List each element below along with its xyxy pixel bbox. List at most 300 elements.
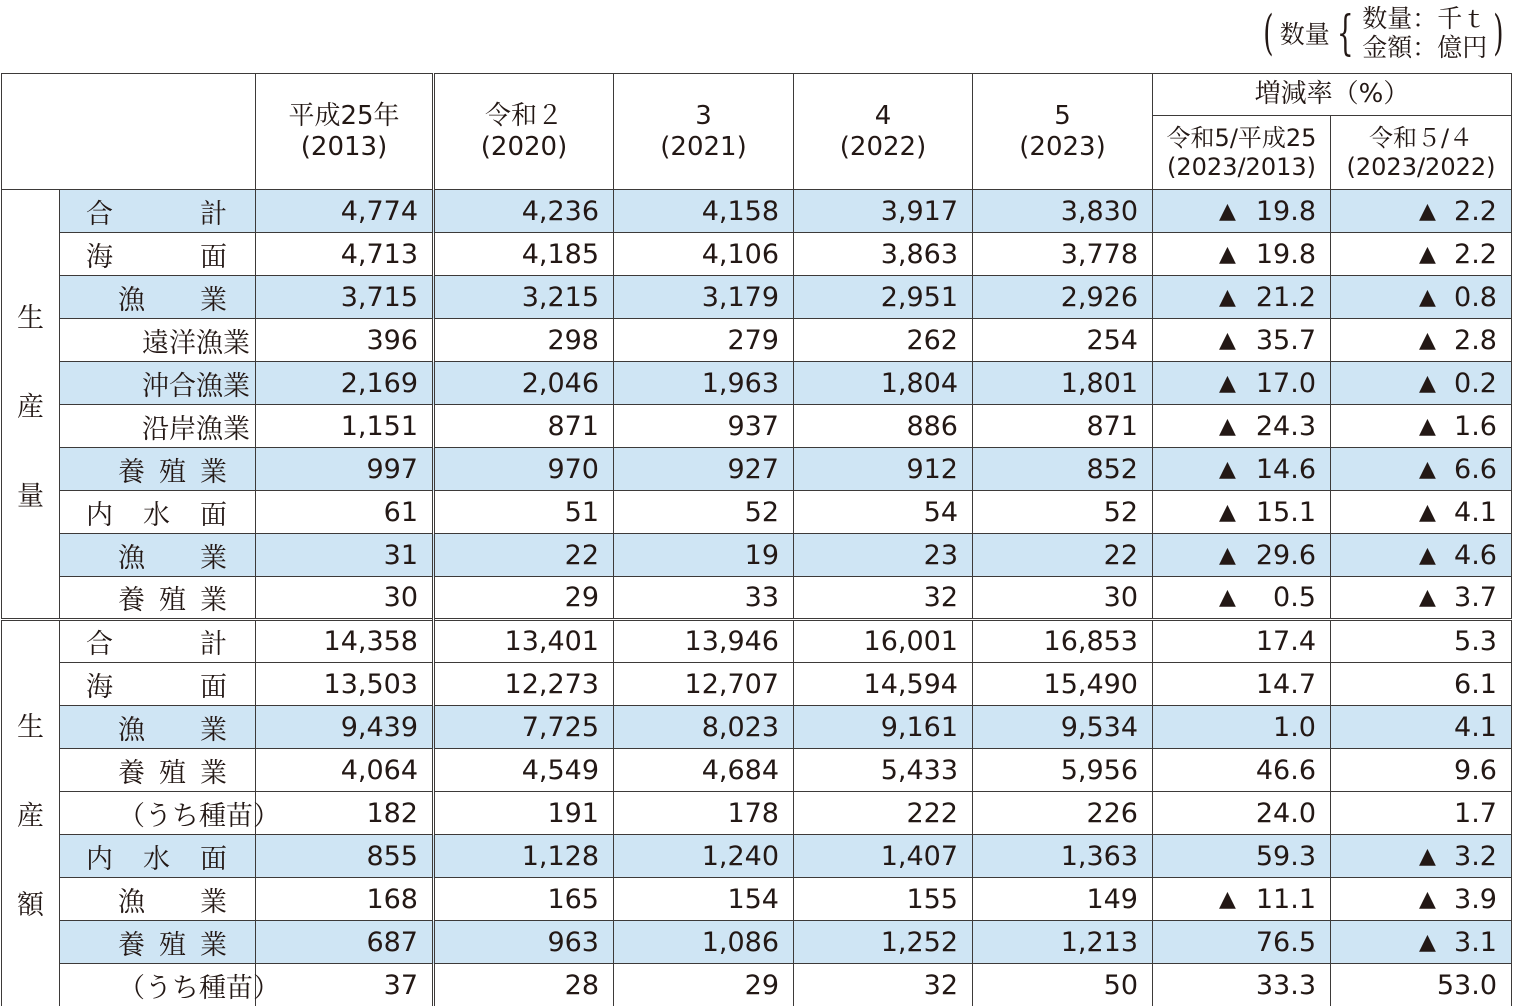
negative-triangle-icon: ▲ <box>1419 413 1436 439</box>
row-label-part: 殖 <box>159 757 186 789</box>
negative-triangle-icon: ▲ <box>1419 370 1436 396</box>
group-char: 額 <box>17 890 44 921</box>
unit-note-main: 数量 <box>1279 20 1330 49</box>
group-char: 量 <box>17 480 44 512</box>
cell-change <box>1153 577 1331 620</box>
row-label <box>60 878 256 921</box>
cell-value: 4,106 <box>614 233 794 276</box>
change-number: 2.2 <box>1454 195 1497 227</box>
group-vertical-text <box>16 296 45 513</box>
cell-change <box>1331 835 1512 878</box>
change-number: 4.6 <box>1454 539 1497 571</box>
row-label <box>60 577 256 620</box>
row-label <box>60 921 256 964</box>
row-label-part: 合 <box>86 629 113 660</box>
cell-change <box>1331 577 1512 620</box>
cell-value: 168 <box>256 878 434 921</box>
cell-change: 17.4 <box>1153 620 1331 663</box>
change-value <box>1167 582 1316 613</box>
change-value <box>1345 884 1497 915</box>
table-row <box>2 878 1512 921</box>
cell-change <box>1331 448 1512 491</box>
row-label <box>60 964 280 1006</box>
row-label-part: 業 <box>200 929 227 961</box>
row-label-part: （うち種苗） <box>118 800 280 832</box>
change-number: 19.8 <box>1255 238 1316 270</box>
change-number: 0.8 <box>1454 281 1497 313</box>
row-label-text <box>74 878 241 920</box>
cell-value: 4,549 <box>434 749 614 792</box>
group-label-volume <box>2 190 60 620</box>
cell-value: 7,725 <box>434 706 614 749</box>
change-number: 14.6 <box>1255 453 1316 485</box>
negative-triangle-icon: ▲ <box>1219 499 1236 525</box>
change-value <box>1345 239 1497 270</box>
row-label-text <box>74 577 241 618</box>
cell-change: 59.3 <box>1153 835 1331 878</box>
header-change-rate: 増減率（%） <box>1153 74 1512 116</box>
cell-value: 5,956 <box>973 749 1153 792</box>
cell-change <box>1153 878 1331 921</box>
change-number: 2.8 <box>1454 324 1497 356</box>
change-number: 35.7 <box>1255 324 1316 356</box>
negative-triangle-icon: ▲ <box>1419 241 1436 267</box>
row-label-part: 養 <box>118 929 145 961</box>
cell-value: 23 <box>794 534 973 577</box>
cell-change <box>1153 448 1331 491</box>
change-value <box>1167 411 1316 442</box>
negative-triangle-icon: ▲ <box>1419 327 1436 353</box>
row-label <box>60 362 256 405</box>
cell-value: 37 <box>256 964 434 1006</box>
cell-value: 30 <box>973 577 1153 620</box>
row-label-text <box>74 405 250 447</box>
cell-change <box>1331 491 1512 534</box>
change-number: 21.2 <box>1255 281 1316 313</box>
cell-value: 4,684 <box>614 749 794 792</box>
negative-triangle-icon: ▲ <box>1419 843 1436 869</box>
cell-value: 12,273 <box>434 663 614 706</box>
left-curly-brace: { <box>1336 5 1354 61</box>
header-year: (2021) <box>660 131 747 162</box>
group-label-value <box>2 620 60 1006</box>
cell-value: 22 <box>973 534 1153 577</box>
group-char: 産 <box>17 801 44 832</box>
header-era: 5 <box>1054 100 1071 131</box>
row-label-part: 水 <box>143 499 170 531</box>
row-label-part: 合 <box>86 198 113 230</box>
unit-note <box>1259 4 1508 62</box>
row-label-text <box>74 319 250 361</box>
row-label-part: 沖合漁業 <box>142 370 250 402</box>
negative-triangle-icon: ▲ <box>1219 284 1236 310</box>
group-char: 生 <box>17 712 44 743</box>
cell-value: 13,503 <box>256 663 434 706</box>
change-number: 3.2 <box>1454 840 1497 872</box>
row-label-text <box>74 190 241 232</box>
table-row <box>2 362 1512 405</box>
cell-change <box>1153 319 1331 362</box>
negative-triangle-icon: ▲ <box>1419 585 1436 610</box>
cell-value: 32 <box>794 577 973 620</box>
table-row <box>2 405 1512 448</box>
cell-change <box>1331 534 1512 577</box>
row-label-part: 養 <box>118 585 145 616</box>
cell-value: 1,128 <box>434 835 614 878</box>
change-number: 3.1 <box>1454 926 1497 958</box>
cell-value: 279 <box>614 319 794 362</box>
row-label-part: 殖 <box>159 929 186 961</box>
cell-value: 254 <box>973 319 1153 362</box>
change-number: 15.1 <box>1255 496 1316 528</box>
cell-value: 15,490 <box>973 663 1153 706</box>
cell-value: 3,179 <box>614 276 794 319</box>
change-number: 17.0 <box>1255 367 1316 399</box>
negative-triangle-icon: ▲ <box>1219 413 1236 439</box>
row-label-text <box>74 749 241 791</box>
cell-change: 53.0 <box>1331 964 1512 1006</box>
header-year-2020 <box>434 74 614 190</box>
change-number: 4.1 <box>1454 496 1497 528</box>
cell-value: 178 <box>614 792 794 835</box>
header-year: (2013) <box>300 131 388 162</box>
cell-value: 16,853 <box>973 620 1153 663</box>
cell-change <box>1331 362 1512 405</box>
row-label-part: 遠洋漁業 <box>142 327 250 359</box>
cell-change: 4.1 <box>1331 706 1512 749</box>
header-era: 4 <box>874 100 892 131</box>
cell-value: 222 <box>794 792 973 835</box>
row-label-text <box>74 792 280 834</box>
cell-value: 3,215 <box>434 276 614 319</box>
table-row <box>2 921 1512 964</box>
table-row <box>2 491 1512 534</box>
negative-triangle-icon: ▲ <box>1219 241 1236 267</box>
cell-value: 14,594 <box>794 663 973 706</box>
negative-triangle-icon: ▲ <box>1219 886 1236 912</box>
row-label-text <box>74 491 241 533</box>
row-label-part: 業 <box>200 714 227 746</box>
header-change-years: (2023/2022) <box>1346 152 1496 181</box>
change-value <box>1167 884 1316 915</box>
table-row <box>2 663 1512 706</box>
cell-change <box>1153 534 1331 577</box>
row-label-part: 沿岸漁業 <box>142 413 250 445</box>
cell-value: 687 <box>256 921 434 964</box>
negative-triangle-icon: ▲ <box>1419 456 1436 482</box>
change-number: 3.9 <box>1454 883 1497 915</box>
cell-value: 19 <box>614 534 794 577</box>
row-label-part: 面 <box>200 241 227 273</box>
cell-change <box>1331 233 1512 276</box>
cell-value: 149 <box>973 878 1153 921</box>
row-label-text <box>74 964 280 1006</box>
row-label <box>60 792 280 835</box>
negative-triangle-icon: ▲ <box>1219 542 1236 568</box>
change-value <box>1167 282 1316 313</box>
cell-change: 33.3 <box>1153 964 1331 1006</box>
cell-value: 970 <box>434 448 614 491</box>
negative-triangle-icon: ▲ <box>1419 198 1436 224</box>
row-label-part: 業 <box>200 456 227 488</box>
row-label <box>60 491 256 534</box>
row-label-part: 業 <box>200 542 227 574</box>
header-year-2021 <box>614 74 794 190</box>
table-row <box>2 534 1512 577</box>
row-label <box>60 319 256 362</box>
cell-value: 30 <box>256 577 434 620</box>
row-label-part: 養 <box>118 757 145 789</box>
table-row <box>2 964 1512 1006</box>
cell-value: 182 <box>256 792 434 835</box>
cell-value: 4,774 <box>256 190 434 233</box>
cell-value: 29 <box>614 964 794 1006</box>
change-value <box>1167 239 1316 270</box>
cell-value: 226 <box>973 792 1153 835</box>
change-number: 2.2 <box>1454 238 1497 270</box>
row-label-text <box>74 233 241 275</box>
row-label-part: 海 <box>86 671 113 703</box>
change-value <box>1345 454 1497 485</box>
cell-value: 14,358 <box>256 620 434 663</box>
row-label-part: 業 <box>200 757 227 789</box>
negative-triangle-icon: ▲ <box>1219 370 1236 396</box>
cell-change: 46.6 <box>1153 749 1331 792</box>
row-label <box>60 190 256 233</box>
unit-note-lines <box>1362 4 1487 62</box>
cell-value: 2,926 <box>973 276 1153 319</box>
cell-value: 298 <box>434 319 614 362</box>
left-brace: ( <box>1263 5 1274 61</box>
cell-value: 997 <box>256 448 434 491</box>
change-number: 11.1 <box>1255 883 1316 915</box>
header-change-label: 令和5/平成25 <box>1166 123 1317 152</box>
change-value <box>1345 196 1497 227</box>
table-row <box>2 276 1512 319</box>
change-number: 6.6 <box>1454 453 1497 485</box>
cell-change <box>1331 276 1512 319</box>
change-value <box>1167 325 1316 356</box>
unit-amount: 金額：億円 <box>1362 33 1488 62</box>
cell-value: 1,407 <box>794 835 973 878</box>
cell-value: 32 <box>794 964 973 1006</box>
cell-value: 13,946 <box>614 620 794 663</box>
cell-change: 24.0 <box>1153 792 1331 835</box>
table-row <box>2 620 1512 663</box>
row-label-part: 計 <box>200 629 227 660</box>
cell-change <box>1331 319 1512 362</box>
row-label-part: 漁 <box>118 284 145 316</box>
negative-triangle-icon: ▲ <box>1419 542 1436 568</box>
cell-value: 9,161 <box>794 706 973 749</box>
cell-value: 1,804 <box>794 362 973 405</box>
cell-value: 33 <box>614 577 794 620</box>
group-char: 産 <box>17 391 44 423</box>
change-number: 24.3 <box>1255 410 1316 442</box>
cell-change: 5.3 <box>1331 620 1512 663</box>
header-year-2013 <box>256 74 434 190</box>
cell-value: 52 <box>614 491 794 534</box>
cell-value: 191 <box>434 792 614 835</box>
cell-change <box>1153 491 1331 534</box>
change-value <box>1345 368 1497 399</box>
cell-value: 871 <box>434 405 614 448</box>
cell-value: 52 <box>973 491 1153 534</box>
cell-value: 1,240 <box>614 835 794 878</box>
row-label-part: 業 <box>200 284 227 316</box>
cell-change: 14.7 <box>1153 663 1331 706</box>
table-row <box>2 233 1512 276</box>
cell-value: 4,236 <box>434 190 614 233</box>
table-row <box>2 190 1512 233</box>
cell-value: 852 <box>973 448 1153 491</box>
row-label-text <box>74 921 241 963</box>
row-label-text <box>74 663 241 705</box>
cell-change <box>1153 190 1331 233</box>
cell-value: 1,963 <box>614 362 794 405</box>
cell-value: 1,252 <box>794 921 973 964</box>
change-number: 29.6 <box>1255 539 1316 571</box>
cell-change <box>1153 233 1331 276</box>
cell-value: 3,830 <box>973 190 1153 233</box>
negative-triangle-icon: ▲ <box>1419 284 1436 310</box>
cell-value: 1,151 <box>256 405 434 448</box>
cell-value: 1,801 <box>973 362 1153 405</box>
cell-value: 22 <box>434 534 614 577</box>
group-char: 生 <box>17 302 44 334</box>
cell-value: 262 <box>794 319 973 362</box>
cell-value: 4,185 <box>434 233 614 276</box>
change-number: 1.6 <box>1454 410 1497 442</box>
table-row <box>2 835 1512 878</box>
header-change-2023-2022 <box>1331 116 1512 190</box>
fisheries-table <box>1 73 1512 1006</box>
row-label-text <box>74 835 241 877</box>
row-label <box>60 620 256 663</box>
cell-change: 9.6 <box>1331 749 1512 792</box>
table-row <box>2 706 1512 749</box>
row-label-part: 面 <box>200 499 227 531</box>
change-value <box>1167 196 1316 227</box>
group-vertical-text <box>16 705 45 922</box>
cell-change: 1.0 <box>1153 706 1331 749</box>
table-row <box>2 792 1512 835</box>
negative-triangle-icon: ▲ <box>1419 499 1436 525</box>
cell-value: 61 <box>256 491 434 534</box>
change-value <box>1345 325 1497 356</box>
corner-header <box>2 74 256 190</box>
negative-triangle-icon: ▲ <box>1219 198 1236 224</box>
table-row <box>2 749 1512 792</box>
negative-triangle-icon: ▲ <box>1219 585 1236 610</box>
row-label-part: 海 <box>86 241 113 273</box>
row-label <box>60 663 256 706</box>
negative-triangle-icon: ▲ <box>1419 886 1436 912</box>
change-number: 19.8 <box>1255 195 1316 227</box>
change-value <box>1167 368 1316 399</box>
row-label-text <box>74 621 241 662</box>
row-label-part: 漁 <box>118 542 145 574</box>
row-label-part: 内 <box>86 499 113 531</box>
change-number: 0.2 <box>1454 367 1497 399</box>
cell-value: 13,401 <box>434 620 614 663</box>
cell-value: 927 <box>614 448 794 491</box>
row-label <box>60 706 256 749</box>
row-label <box>60 276 256 319</box>
row-label-part: 漁 <box>118 714 145 746</box>
row-label-part: 内 <box>86 843 113 875</box>
cell-change: 6.1 <box>1331 663 1512 706</box>
negative-triangle-icon: ▲ <box>1219 456 1236 482</box>
right-brace: ) <box>1493 5 1504 61</box>
header-era: 令和２ <box>484 100 563 131</box>
cell-value: 165 <box>434 878 614 921</box>
cell-value: 54 <box>794 491 973 534</box>
change-value <box>1167 497 1316 528</box>
row-label <box>60 233 256 276</box>
cell-value: 29 <box>434 577 614 620</box>
row-label-part: 殖 <box>159 456 186 488</box>
cell-value: 855 <box>256 835 434 878</box>
row-label-part: 面 <box>200 671 227 703</box>
cell-change <box>1331 921 1512 964</box>
cell-value: 886 <box>794 405 973 448</box>
change-value <box>1167 540 1316 571</box>
negative-triangle-icon: ▲ <box>1419 929 1436 955</box>
cell-value: 3,863 <box>794 233 973 276</box>
cell-change <box>1331 405 1512 448</box>
cell-value: 937 <box>614 405 794 448</box>
cell-value: 5,433 <box>794 749 973 792</box>
cell-value: 51 <box>434 491 614 534</box>
cell-value: 31 <box>256 534 434 577</box>
cell-value: 50 <box>973 964 1153 1006</box>
change-value <box>1345 411 1497 442</box>
table-row <box>2 319 1512 362</box>
cell-value: 1,086 <box>614 921 794 964</box>
cell-change <box>1153 276 1331 319</box>
change-value <box>1345 582 1497 613</box>
cell-value: 963 <box>434 921 614 964</box>
row-label-text <box>74 362 250 404</box>
change-number: 3.7 <box>1454 582 1497 613</box>
row-label-part: 計 <box>200 198 227 230</box>
cell-value: 155 <box>794 878 973 921</box>
header-era: 3 <box>695 100 712 131</box>
cell-change: 76.5 <box>1153 921 1331 964</box>
cell-change <box>1331 878 1512 921</box>
cell-value: 3,778 <box>973 233 1153 276</box>
header-change-2023-2013 <box>1153 116 1331 190</box>
header-year: (2023) <box>1019 131 1106 162</box>
change-value <box>1345 841 1497 872</box>
cell-value: 4,158 <box>614 190 794 233</box>
unit-volume: 数量：千ｔ <box>1362 4 1488 33</box>
row-label-part: 漁 <box>118 886 145 918</box>
header-year-2022 <box>794 74 973 190</box>
row-label-text <box>74 448 241 490</box>
header-year: (2022) <box>839 131 927 162</box>
row-label-text <box>74 534 241 576</box>
cell-value: 396 <box>256 319 434 362</box>
cell-value: 912 <box>794 448 973 491</box>
cell-value: 12,707 <box>614 663 794 706</box>
row-label <box>60 749 256 792</box>
cell-change <box>1153 362 1331 405</box>
row-label-part: 業 <box>200 585 227 616</box>
row-label <box>60 448 256 491</box>
change-value <box>1345 497 1497 528</box>
